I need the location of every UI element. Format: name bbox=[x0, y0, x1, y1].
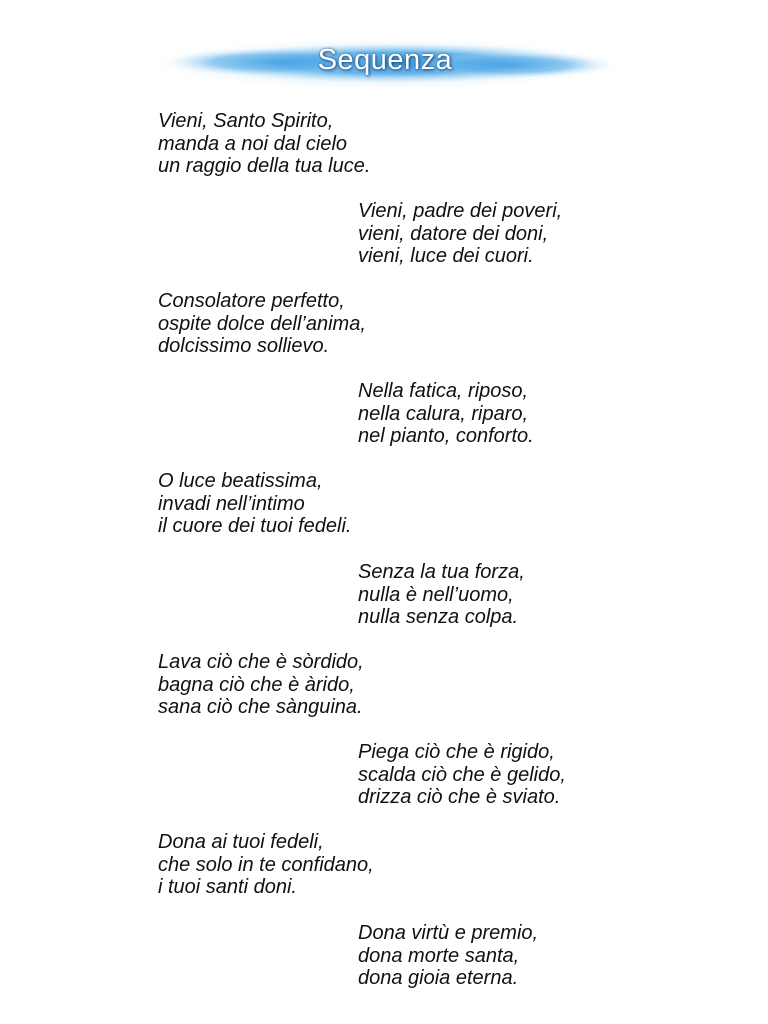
poem-line: sana ciò che sànguina. bbox=[158, 696, 363, 718]
stanza-1 bbox=[158, 110, 370, 178]
poem-line: Dona ai tuoi fedeli, bbox=[158, 831, 324, 853]
poem-line: Lava ciò che è sòrdido, bbox=[158, 651, 364, 673]
poem-line: dona gioia eterna. bbox=[358, 967, 519, 989]
poem-line: bagna ciò che è àrido, bbox=[158, 673, 355, 696]
poem-line: ospite dolce dell’anima, bbox=[158, 312, 366, 335]
poem-line: manda a noi dal cielo bbox=[158, 132, 348, 155]
poem-line: dona morte santa, bbox=[358, 944, 520, 967]
poem-line: che solo in te confidano, bbox=[158, 853, 374, 876]
stanza-8 bbox=[358, 741, 566, 809]
poem-line: un raggio della tua luce. bbox=[158, 155, 371, 177]
poem-line: Consolatore perfetto, bbox=[158, 290, 345, 312]
poem-line: nella calura, riparo, bbox=[358, 402, 529, 425]
stanza-7 bbox=[158, 651, 364, 719]
stanza-2 bbox=[358, 200, 562, 268]
poem-line: dolcissimo sollievo. bbox=[158, 335, 330, 357]
poem-line: Piega ciò che è rigido, bbox=[358, 741, 555, 763]
poem-line: Nella fatica, riposo, bbox=[358, 380, 529, 402]
poem-line: nel pianto, conforto. bbox=[358, 425, 534, 447]
poem-line: O luce beatissima, bbox=[158, 470, 323, 492]
poem-line: nulla senza colpa. bbox=[358, 606, 519, 628]
stanza-6 bbox=[358, 561, 525, 629]
poem-line: drizza ciò che è sviato. bbox=[358, 786, 561, 808]
poem-line: Dona virtù e premio, bbox=[358, 922, 539, 944]
stanza-9 bbox=[158, 831, 374, 899]
poem-line: Senza la tua forza, bbox=[358, 561, 525, 583]
poem-line: invadi nell’intimo bbox=[158, 492, 305, 515]
poem-line: scalda ciò che è gelido, bbox=[358, 763, 566, 786]
stanza-10 bbox=[358, 922, 538, 990]
stanza-4 bbox=[358, 380, 534, 448]
title-banner bbox=[154, 36, 616, 92]
poem-line: Vieni, Santo Spirito, bbox=[158, 110, 334, 132]
poem-line: il cuore dei tuoi fedeli. bbox=[158, 515, 352, 537]
stanza-3 bbox=[158, 290, 366, 358]
poem-line: vieni, luce dei cuori. bbox=[358, 245, 534, 267]
poem-line: Vieni, padre dei poveri, bbox=[358, 200, 563, 222]
poem-line: nulla è nell’uomo, bbox=[358, 583, 514, 606]
poem-line: i tuoi santi doni. bbox=[158, 876, 297, 898]
stanza-5 bbox=[158, 470, 351, 538]
page-title: Sequenza bbox=[317, 44, 453, 76]
poem-line: vieni, datore dei doni, bbox=[358, 222, 549, 245]
